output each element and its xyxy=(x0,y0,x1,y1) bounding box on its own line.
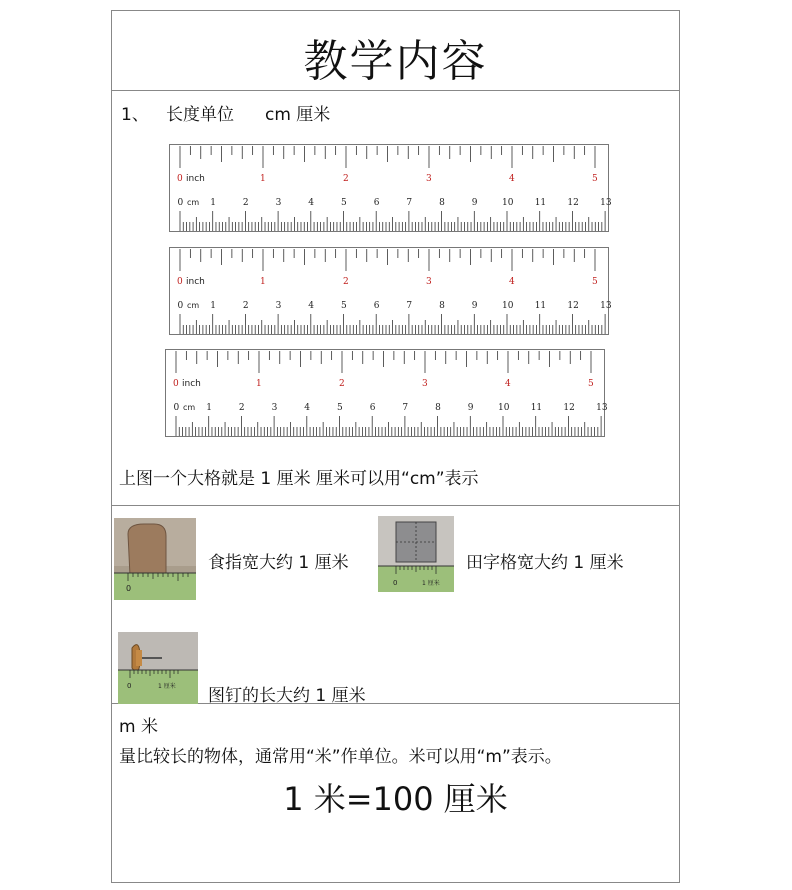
photo-ruler-label-2: 1 厘米 xyxy=(422,580,440,587)
cm-label: cm xyxy=(183,403,196,412)
cm-number: 6 xyxy=(373,198,380,208)
finger-photo xyxy=(114,518,196,600)
inch-number: 0 xyxy=(173,379,179,389)
cm-number: 9 xyxy=(467,403,474,413)
inch-label: inch xyxy=(186,277,205,287)
cm-number: 2 xyxy=(242,198,249,208)
cm-number: 4 xyxy=(304,403,311,413)
cm-label: cm xyxy=(187,198,200,207)
cm-number: 0 xyxy=(177,198,184,208)
lesson-frame xyxy=(111,10,680,883)
inch-number: 2 xyxy=(339,379,345,389)
cm-number: 13 xyxy=(600,198,612,208)
section-meter xyxy=(112,704,679,882)
cm-number: 6 xyxy=(373,301,380,311)
inch-label: inch xyxy=(182,379,201,389)
cm-number: 4 xyxy=(308,301,315,311)
cm-number: 0 xyxy=(177,301,184,311)
ruler-image-2 xyxy=(169,247,612,335)
cm-number: 12 xyxy=(567,301,579,311)
finger-caption: 食指宽大约 1 厘米 xyxy=(208,553,349,573)
cm-number: 10 xyxy=(498,403,510,413)
section-examples xyxy=(112,506,679,704)
inch-label: inch xyxy=(186,174,205,184)
grid-square-photo xyxy=(378,516,454,592)
inch-number: 4 xyxy=(509,277,515,287)
cm-number: 13 xyxy=(600,301,612,311)
inch-number: 1 xyxy=(260,174,266,184)
section-unit: cm 厘米 xyxy=(265,105,331,125)
inch-number: 3 xyxy=(422,379,428,389)
cm-number: 6 xyxy=(369,403,376,413)
photo-zero-2: 0 xyxy=(393,579,398,587)
cm-label: cm xyxy=(187,301,200,310)
ruler-svg xyxy=(170,248,610,336)
cm-number: 11 xyxy=(534,301,547,311)
cm-number: 1 xyxy=(210,301,216,311)
inch-number: 1 xyxy=(256,379,262,389)
section-cm xyxy=(112,91,679,506)
meter-equation: 1 米=100 厘米 xyxy=(283,780,508,818)
inch-number: 5 xyxy=(588,379,594,389)
cm-number: 0 xyxy=(173,403,180,413)
thumbtack-caption: 图钉的长大约 1 厘米 xyxy=(208,686,366,706)
cm-number: 7 xyxy=(406,301,413,311)
title-row xyxy=(112,11,679,91)
inch-number: 1 xyxy=(260,277,266,287)
cm-number: 4 xyxy=(308,198,315,208)
inch-number: 3 xyxy=(426,277,432,287)
cm-number: 5 xyxy=(337,403,343,413)
cm-number: 12 xyxy=(563,403,575,413)
section-heading: 长度单位 xyxy=(166,105,234,125)
cm-number: 10 xyxy=(502,198,514,208)
cm-number: 9 xyxy=(471,301,478,311)
cm-number: 11 xyxy=(534,198,547,208)
cm-number: 3 xyxy=(275,198,282,208)
inch-number: 4 xyxy=(505,379,511,389)
grid-square-caption: 田字格宽大约 1 厘米 xyxy=(466,553,624,573)
cm-number: 7 xyxy=(406,198,413,208)
cm-number: 1 xyxy=(206,403,212,413)
cm-number: 3 xyxy=(275,301,282,311)
photo-ruler-label-3: 1 厘米 xyxy=(158,683,176,690)
ruler-svg xyxy=(170,145,610,233)
cm-number: 11 xyxy=(530,403,543,413)
photo-zero-1: 0 xyxy=(126,584,132,593)
thumbtack-photo xyxy=(118,632,198,704)
cm-number: 2 xyxy=(238,403,245,413)
cm-number: 12 xyxy=(567,198,579,208)
ruler-caption: 上图一个大格就是 1 厘米 厘米可以用“cm”表示 xyxy=(119,469,479,489)
cm-number: 7 xyxy=(402,403,409,413)
photo-zero-3: 0 xyxy=(127,682,132,690)
inch-number: 0 xyxy=(177,174,183,184)
meter-heading: m 米 xyxy=(119,717,158,737)
ruler-image-3 xyxy=(165,349,608,437)
inch-number: 5 xyxy=(592,277,598,287)
inch-number: 3 xyxy=(426,174,432,184)
cm-number: 1 xyxy=(210,198,216,208)
inch-number: 0 xyxy=(177,277,183,287)
cm-number: 9 xyxy=(471,198,478,208)
meter-description: 量比较长的物体，通常用“米”作单位。米可以用“m”表示。 xyxy=(119,747,562,767)
inch-number: 2 xyxy=(343,174,349,184)
ruler-svg xyxy=(166,350,606,438)
cm-number: 8 xyxy=(439,301,445,311)
inch-number: 4 xyxy=(509,174,515,184)
cm-number: 2 xyxy=(242,301,249,311)
section-number: 1、 xyxy=(121,105,149,125)
inch-number: 5 xyxy=(592,174,598,184)
page-title: 教学内容 xyxy=(303,36,488,87)
cm-number: 5 xyxy=(341,301,347,311)
inch-number: 2 xyxy=(343,277,349,287)
cm-number: 10 xyxy=(502,301,514,311)
cm-number: 13 xyxy=(596,403,608,413)
cm-number: 8 xyxy=(439,198,445,208)
cm-number: 5 xyxy=(341,198,347,208)
ruler-image-1 xyxy=(169,144,612,232)
cm-number: 3 xyxy=(271,403,278,413)
cm-number: 8 xyxy=(435,403,441,413)
